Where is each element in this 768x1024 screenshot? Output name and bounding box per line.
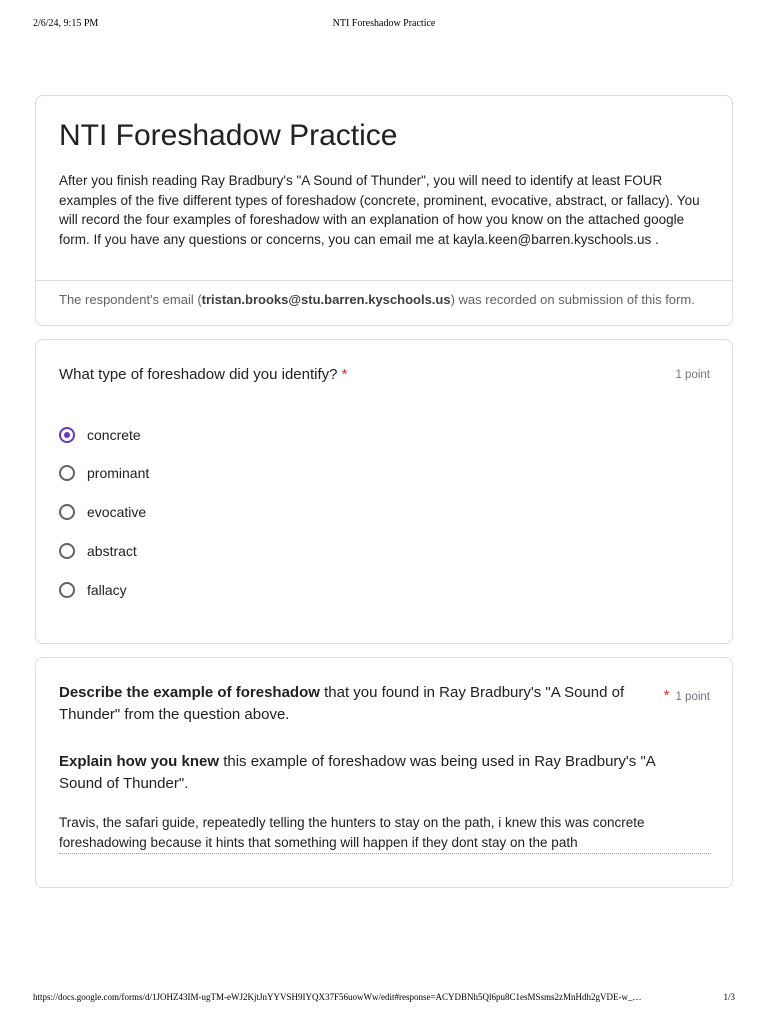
radio-unchecked-icon[interactable]: [59, 543, 75, 559]
header-divider: [36, 280, 732, 281]
page-number: 1/3: [723, 992, 735, 1002]
prompt-text: this example of foreshadow was being used in Ray Bradbury's "A Sound of Thunder".: [59, 753, 655, 792]
email-note-suffix: ) was recorded on submission of this form.: [450, 292, 695, 307]
print-date: 2/6/24, 9:15 PM: [33, 18, 99, 29]
question-points: [664, 687, 710, 704]
radio-unchecked-icon[interactable]: [59, 465, 75, 481]
question-prompt-describe: [59, 682, 649, 726]
form-title: NTI Foreshadow Practice: [59, 119, 398, 152]
option-label: prominant: [87, 465, 150, 481]
radio-unchecked-icon[interactable]: [59, 504, 75, 520]
option-label: fallacy: [87, 582, 127, 598]
question-title: [59, 364, 348, 386]
option-prominant[interactable]: [59, 462, 149, 484]
required-asterisk: *: [663, 687, 670, 704]
question-card-foreshadow-type: [35, 339, 733, 644]
email-note-prefix: The respondent's email (: [59, 292, 202, 307]
respondent-email-note: [59, 291, 719, 309]
required-asterisk: *: [341, 366, 348, 383]
question-points: 1 point: [675, 369, 710, 381]
prompt-bold: Explain how you knew: [59, 753, 220, 770]
prompt-text: that you found in Ray Bradbury's "A Sound of Thunder" from the question above.: [59, 684, 625, 723]
answer-text-field[interactable]: Travis, the safari guide, repeatedly telling the hunters to stay on the path, i knew this was concrete foreshadowing because it hints that something will happen if they dont stay on the path: [59, 813, 711, 854]
question-card-description: [35, 657, 733, 888]
print-title: NTI Foreshadow Practice: [332, 18, 436, 29]
option-evocative[interactable]: [59, 501, 146, 523]
print-header: [33, 18, 735, 32]
option-label: abstract: [87, 543, 137, 559]
form-description: After you finish reading Ray Bradbury's "A Sound of Thunder", you will need to identify at least FOUR examples of the five different types of foreshadow (concrete, prominent, evocative, abstract, or fallacy). You will record the four examples of foreshadow with an explanation of how you know on the attached google form. If you have any questions or concerns, you can email me at kayla.keen@barren.kyschools.us .: [59, 173, 700, 247]
prompt-bold: Describe the example of foreshadow: [59, 684, 320, 701]
option-concrete[interactable]: [59, 424, 141, 446]
option-fallacy[interactable]: [59, 579, 127, 601]
option-label: concrete: [87, 427, 141, 443]
radio-unchecked-icon[interactable]: [59, 582, 75, 598]
print-url: https://docs.google.com/forms/d/1JOHZ43IM-ugTM-eWJ2KjtJnYYVSH9IYQX37F56uowWw/edit#response=ACYDBNh5Ql6pu8C1esMSsms2zMnHdh2gVDE-w_…: [33, 992, 642, 1002]
question-title-text: What type of foreshadow did you identify?: [59, 366, 338, 383]
points-label: 1 point: [675, 691, 710, 703]
radio-checked-icon[interactable]: [59, 427, 75, 443]
question-prompt-explain: [59, 751, 679, 795]
form-header-card: [35, 95, 733, 326]
print-footer: [33, 992, 735, 1006]
respondent-email: tristan.brooks@stu.barren.kyschools.us: [201, 292, 451, 307]
option-abstract[interactable]: [59, 540, 137, 562]
option-label: evocative: [87, 504, 147, 520]
